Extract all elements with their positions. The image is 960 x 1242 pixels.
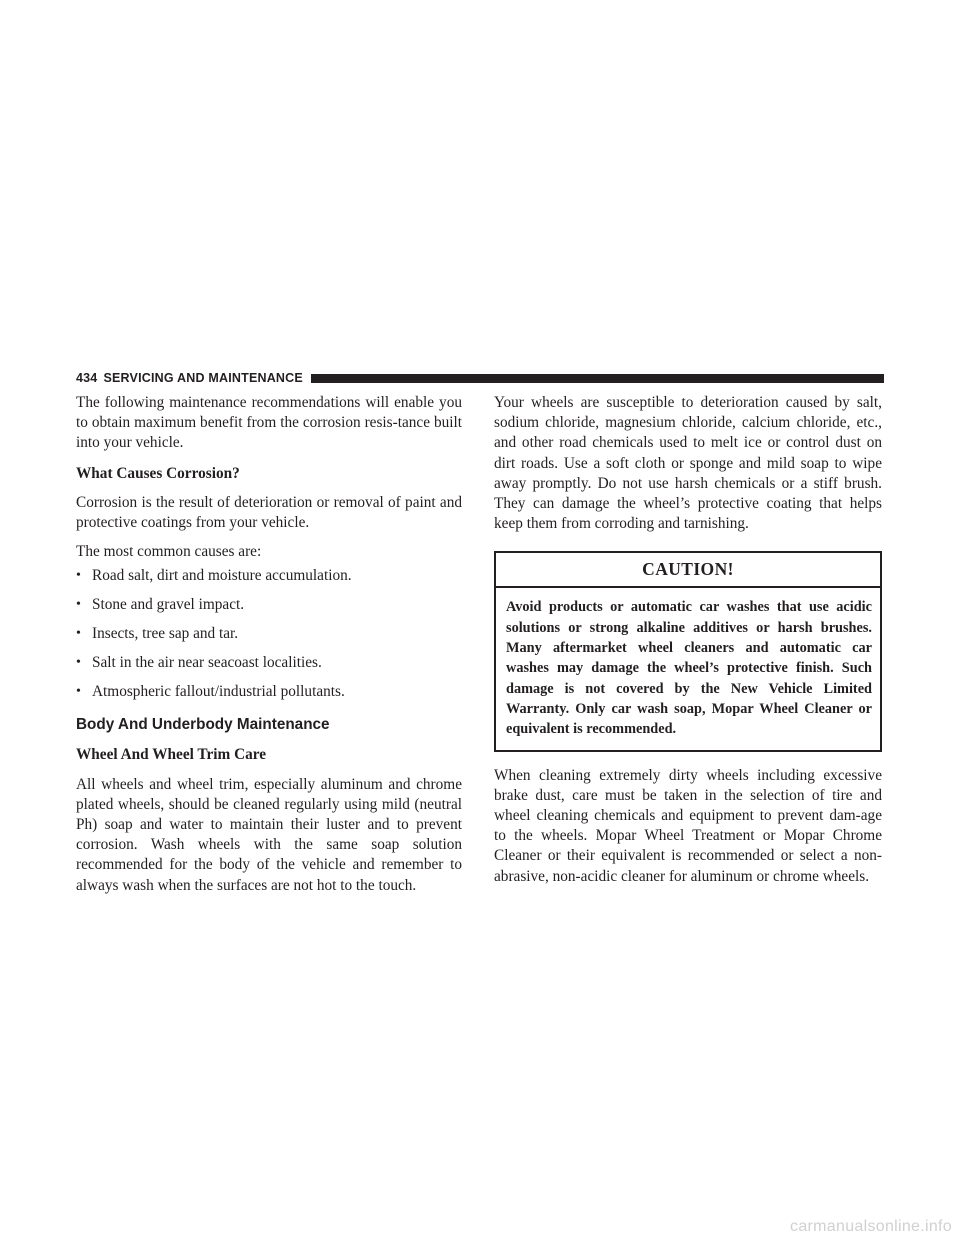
cleaning-paragraph: When cleaning extremely dirty wheels including excessive brake dust, care must be taken in the selection of tire and wheel cleaning chemicals and equipment to prevent dam-age to the wheels. Mopar Wheel Treatment or Mopar Chrome Cleaner or their equivalent is recommended or select a non-abrasive, non-acidic cleaner for aluminum or chrome wheels. (494, 766, 882, 885)
left-column (76, 393, 462, 896)
caution-title: CAUTION! (496, 553, 880, 588)
corrosion-paragraph: Corrosion is the result of deterioration or removal of paint and protective coatings from your vehicle. (76, 493, 462, 532)
caution-text: Avoid products or automatic car washes that use acidic solutions or strong alkaline additives or harsh brushes. Many aftermarket wheel cleaners and automatic car washes may damage the wheel’s protective finish. Such damage is not covered by the New Vehicle Limited Warranty. Only car wash soap, Mopar Wheel Cleaner or equivalent is recommended. (506, 599, 872, 738)
heading-body-underbody-maintenance: Body And Underbody Maintenance (76, 716, 330, 734)
subhead-what-causes-corrosion: What Causes Corrosion? (76, 464, 240, 482)
bullet-icon: • (76, 597, 81, 613)
common-causes-label: The most common causes are: (76, 543, 262, 561)
page-header (76, 370, 884, 386)
list-item: • Salt in the air near seacoast localities. (76, 654, 322, 672)
list-item: • Atmospheric fallout/industrial pollutants. (76, 683, 345, 701)
list-item: • Stone and gravel impact. (76, 596, 245, 614)
subhead-wheel-trim-care: Wheel And Wheel Trim Care (76, 746, 267, 764)
list-item: • Road salt, dirt and moisture accumulation. (76, 567, 352, 585)
caution-box (494, 551, 882, 751)
watermark: carmanualsonline.info (790, 1218, 952, 1235)
susceptible-paragraph: Your wheels are susceptible to deterioration caused by salt, sodium chloride, magnesium chloride, calcium chloride, etc., and other road chemicals used to melt ice or control dust on dirt roads. Use a soft cloth or sponge and mild soap to wipe away promptly. Do not use harsh chemicals or a stiff brush. They can damage the wheel’s protective coating that helps keep them from corroding and tarnishing. (494, 394, 882, 533)
page-number: 434 (76, 371, 98, 385)
header-rule (311, 374, 884, 383)
section-title: SERVICING AND MAINTENANCE (103, 371, 303, 385)
right-column (494, 393, 882, 887)
bullet-icon: • (76, 568, 81, 584)
list-item: • Insects, tree sap and tar. (76, 625, 239, 643)
bullet-icon: • (76, 655, 81, 671)
causes-list (76, 566, 462, 702)
bullet-icon: • (76, 626, 81, 642)
wheel-care-paragraph: All wheels and wheel trim, especially aluminum and chrome plated wheels, should be cleaned regularly using mild (neutral Ph) soap and water to maintain their luster and to prevent corrosion. Wash wheels with the same soap solution recommended for the body of the vehicle and remember to always wash when the surfaces are not hot to the touch. (76, 775, 462, 894)
intro-paragraph: The following maintenance recommendations will enable you to obtain maximum benefit from the corrosion resis-tance built into your vehicle. (76, 394, 462, 452)
bullet-icon: • (76, 684, 81, 700)
